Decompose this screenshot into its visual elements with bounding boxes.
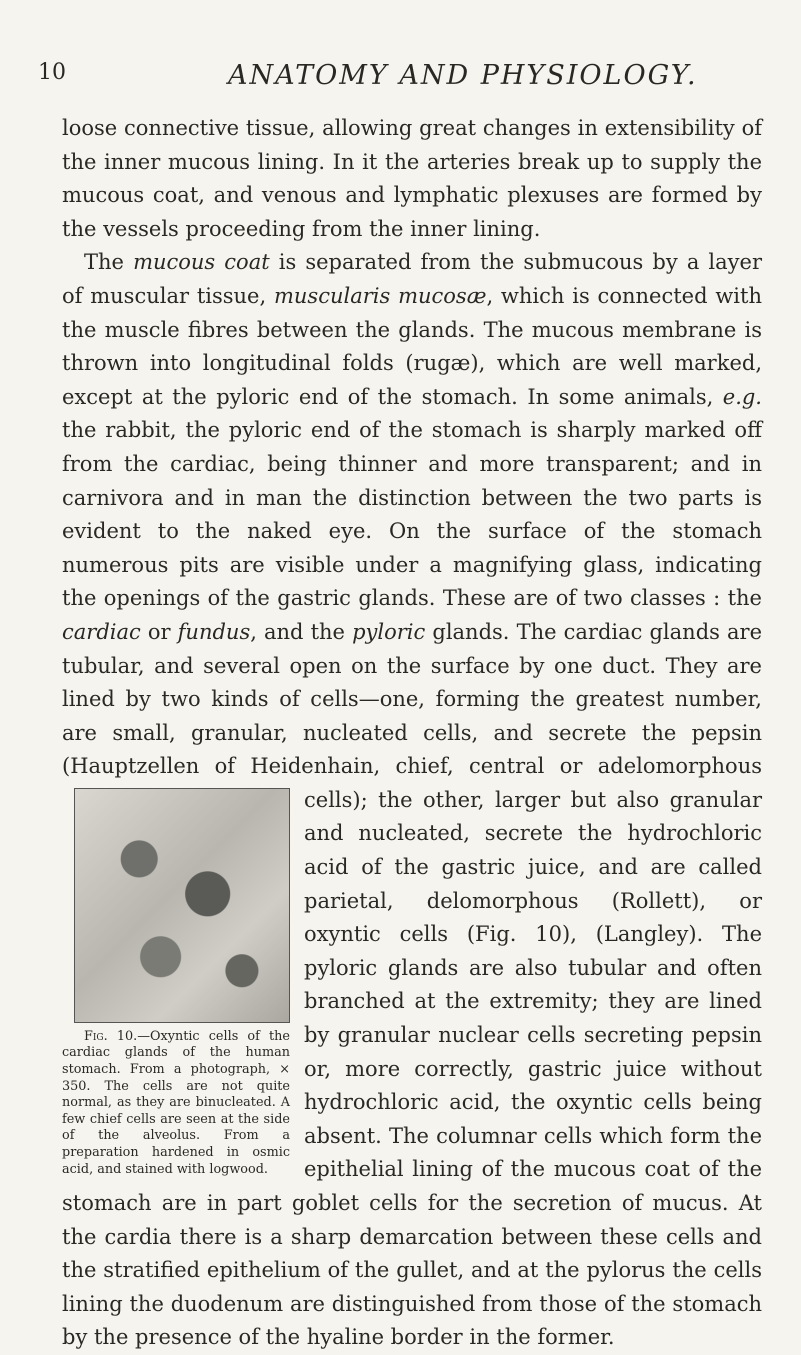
p2-text: , which is connected with the muscle fibres between the glands. The mucous membrane is thrown into longitudinal folds (rugæ), which are well marked, except at the pyloric end of the stomach. In some animals, — [62, 283, 762, 409]
figure-label: Fig. 10. — [84, 1028, 138, 1044]
term-pyloric: pyloric — [352, 619, 426, 644]
term-cardiac: cardiac — [62, 619, 141, 644]
paragraph-1 — [62, 112, 762, 246]
p2-text: glands. The cardiac glands are tubular, and several open on the surface by one duct. They are lined by two kinds of cells—one, forming the greatest number, are small, granular, nucleated cells, and secrete the pepsin (Hauptzellen of Heidenhain, chief, central or — [62, 619, 762, 779]
p2-text: adelomorphous cells); the other, larger but also granular and nucleated, secrete the hydrochloric acid of the gastric juice, and are called parietal, delomorphous (Rollett), or oxyntic cells (Fig. 10), (Langley). The pyloric glands are also tubular and often branched at the extremity; they are lined by granular nuclear cells secreting pepsin or, more correctly, gastric juice without hydrochloric acid, the oxyntic cells being absent. The columnar cells which form the epithelial lining of the mucous coat of the stomach are in part goblet cells for the secretion of mucus. At the cardia there is a sharp demarcation between these cells and the stratified epithelium of the gullet, and at the pylorus the cells lining the duodenum are distinguished from those of the stomach by the presence of the hyaline border in the former. — [62, 754, 762, 1350]
running-head: ANATOMY AND PHYSIOLOGY. — [228, 60, 698, 91]
figure-10 — [62, 788, 290, 1178]
figure-caption — [62, 1029, 290, 1178]
p2-text: The — [84, 250, 134, 275]
paragraph-2 — [62, 246, 762, 1355]
term-muscularis-mucosae: muscularis mucosæ — [273, 283, 487, 308]
term-eg: e.g. — [722, 384, 762, 409]
page-header — [38, 60, 758, 100]
figure-caption-text: —Oxyntic cells of the cardiac glands of the human stomach. From a photograph, × 350. The cells are not quite normal, as they are binucleated. A few chief cells are seen at the side of the alveolus. From a preparation hardened in osmic acid, and stained with logwood. — [62, 1028, 290, 1177]
p2-text: or — [140, 619, 178, 644]
p2-text: the rabbit, the pyloric end of the stomach is sharply marked off from the cardiac, being thinner and more transparent; and in carnivora and in man the distinction between the two parts is evident to the naked eye. On the surface of the stomach numerous pits are visible under a magnifying glass, indicating the openings of the gastric glands. These are of two classes : the — [62, 418, 762, 611]
body-text — [62, 112, 762, 1355]
micrograph-image — [74, 788, 290, 1023]
term-fundus: fundus — [177, 619, 251, 644]
p2-text: is separated from the submucous by a layer of muscular tissue, — [62, 250, 762, 308]
page-number: 10 — [38, 60, 66, 85]
paragraph-1-text: loose connective tissue, allowing great changes in extensibility of the inner mucous lining. In it the arteries break up to supply the mucous coat, and venous and lymphatic plexuses are formed by the vessels proceeding from the inner lining. — [62, 116, 762, 241]
p2-text: , and the — [250, 619, 353, 644]
term-mucous-coat: mucous coat — [133, 250, 270, 275]
